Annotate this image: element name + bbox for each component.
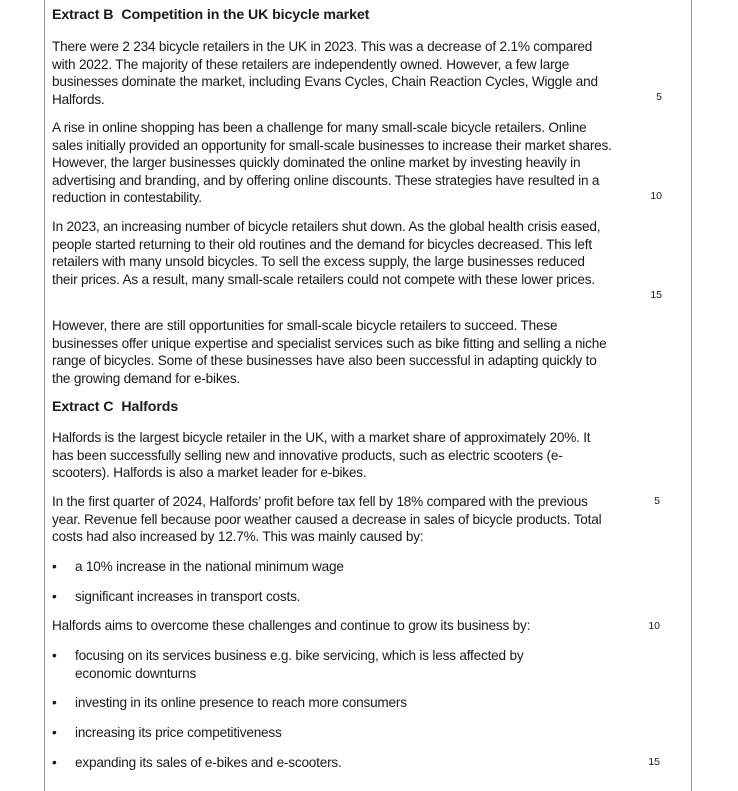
extract-c-label: Extract C (52, 399, 114, 415)
bullet-icon: • (52, 559, 57, 574)
extract-c-paragraph-1: Halfords is the largest bicycle retailer in the UK, with a market share of approximately 20%. It has been successfully selling new and innovative products, such as electric scooters (e-scooters). Halfords is also a market leader for e-bikes. (52, 430, 591, 481)
strategy-bullet (52, 647, 612, 682)
strategy-text: expanding its sales of e-bikes and e-scooters. (75, 755, 342, 770)
bullet-icon: • (52, 695, 57, 710)
extract-b-paragraph-4: However, there are still opportunities for small-scale bicycle retailers to succeed. These businesses offer unique expertise and specialist services such as bike fitting and selling a niche range of bicycles. Some of these businesses have also been successful in adapting quickly to the growing demand for e-bikes. (52, 318, 607, 386)
strategy-bullet (52, 754, 612, 772)
page-border-left (44, 0, 45, 791)
bullet-icon: • (52, 755, 57, 770)
extract-c-heading (52, 398, 612, 416)
line-number: 15 (648, 756, 660, 768)
extract-b-label: Extract B (52, 7, 114, 23)
bullet-icon: • (52, 648, 57, 663)
cause-bullet (52, 588, 612, 606)
strategy-text: focusing on its services business e.g. bike servicing, which is less affected by economic downturns (75, 648, 524, 681)
cause-text: significant increases in transport costs. (75, 589, 301, 604)
extract-b-heading (52, 6, 612, 24)
line-number: 5 (654, 495, 660, 507)
extract-c-title: Halfords (121, 399, 179, 415)
bullet-icon: • (52, 589, 57, 604)
line-number: 15 (650, 289, 662, 301)
extract-c-paragraph-3: Halfords aims to overcome these challenges and continue to grow its business by: (52, 618, 531, 633)
extract-b-paragraph-1: There were 2 234 bicycle retailers in the UK in 2023. This was a decrease of 2.1% compared with 2022. The majority of these retailers are independently owned. However, a few large businesses dominate the market, including Evans Cycles, Chain Reaction Cycles, Wiggle and Halfords. (52, 39, 598, 107)
line-number: 10 (650, 190, 662, 202)
strategy-text: increasing its price competitiveness (75, 725, 282, 740)
strategy-bullet (52, 694, 612, 712)
cause-bullet (52, 558, 612, 576)
bullet-icon: • (52, 725, 57, 740)
extract-b-title: Competition in the UK bicycle market (121, 7, 370, 23)
line-number: 5 (656, 91, 662, 103)
strategy-bullet (52, 724, 612, 742)
extract-b-paragraph-3: In 2023, an increasing number of bicycle retailers shut down. As the global health crisis eased, people started returning to their old routines and the demand for bicycles decreased. This left retailers with many unsold bicycles. To sell the excess supply, the large businesses reduced their prices. As a result, many small-scale retailers could not compete with these lower prices. (52, 219, 601, 287)
line-number: 10 (648, 620, 660, 632)
extract-b-paragraph-2: A rise in online shopping has been a challenge for many small-scale bicycle retailers. Online sales initially provided an opportunity for small-scale businesses to increase their market shares. However, the larger businesses quickly dominated the online market by investing heavily in advertising and branding, and by offering online discounts. These strategies have resulted in a reduction in contestability. (52, 120, 612, 206)
strategy-text: investing in its online presence to reach more consumers (75, 695, 407, 710)
page-border-right (691, 0, 692, 791)
cause-text: a 10% increase in the national minimum wage (75, 559, 344, 574)
extract-c-paragraph-2: In the first quarter of 2024, Halfords’ profit before tax fell by 18% compared with the previous year. Revenue fell because poor weather caused a decrease in sales of bicycle products. Total costs had also increased by 12.7%. This was mainly caused by: (52, 494, 602, 545)
